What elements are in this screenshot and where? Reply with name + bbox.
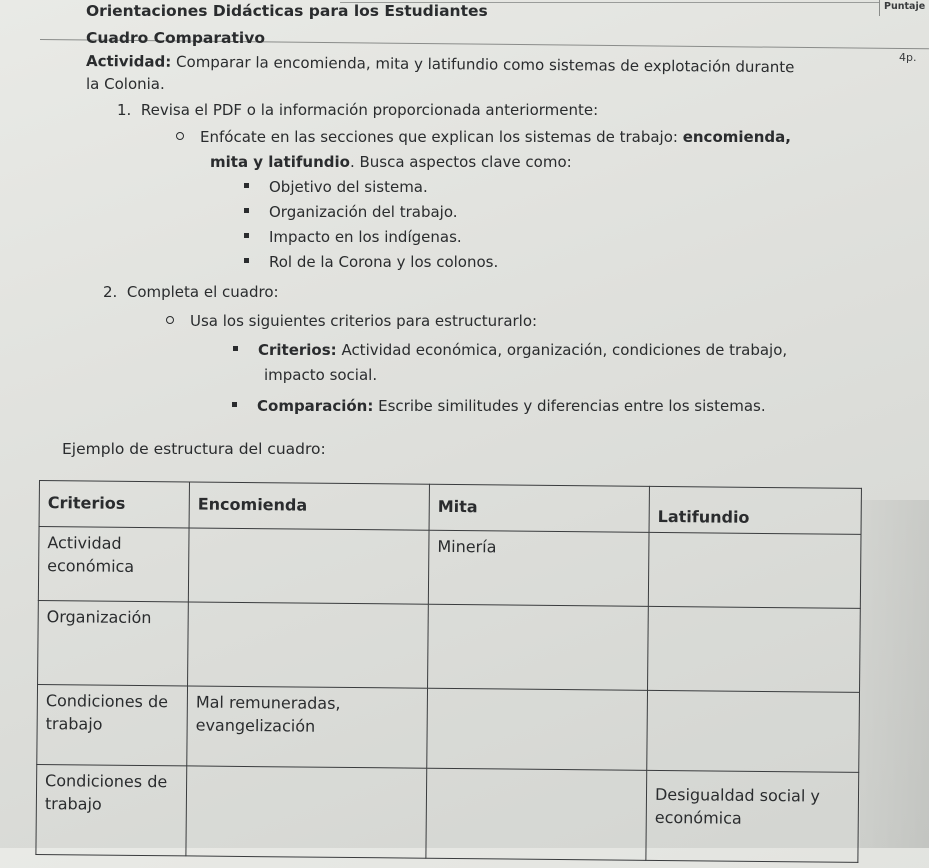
circle-bullet-icon <box>176 132 184 140</box>
table-cell <box>186 766 427 858</box>
step-2-text: Completa el cuadro: <box>126 283 279 301</box>
step-1-number: 1. <box>117 101 132 119</box>
score-value: 4p. <box>899 51 917 64</box>
table-header-cell: Encomienda <box>189 482 429 530</box>
comparison-table <box>35 480 861 868</box>
activity-line-1 <box>86 52 795 76</box>
step-1-sub-text-2: . Busca aspectos clave como: <box>349 153 572 171</box>
comparacion-text: Escribe similitudes y diferencias entre los sistemas. <box>373 397 766 415</box>
criterios-label: Criterios: <box>258 341 337 359</box>
table-header-row <box>39 481 861 535</box>
criterios-text-2: impacto social. <box>264 366 378 384</box>
step-1-sub-line-1 <box>176 128 791 146</box>
list-item-text: Organización del trabajo. <box>269 203 458 221</box>
table-cell <box>427 688 648 770</box>
list-item <box>244 253 498 271</box>
comparacion-label: Comparación: <box>257 397 374 415</box>
table-cell: Desigualdad social y económica <box>646 771 859 863</box>
square-bullet-icon <box>232 402 237 407</box>
square-bullet-icon <box>244 183 249 188</box>
table-cell: Minería <box>428 530 649 606</box>
comparacion-item <box>232 397 766 415</box>
page-edge-shadow <box>860 500 929 848</box>
step-2-sub-text: Usa los siguientes criterios para estructurarlo: <box>190 312 538 330</box>
table-cell: Organización <box>38 601 189 686</box>
table-row <box>37 685 860 773</box>
example-label: Ejemplo de estructura del cuadro: <box>62 440 326 458</box>
square-bullet-icon <box>244 258 249 263</box>
table-cell <box>648 533 861 609</box>
step-1-sub-line-2 <box>210 153 572 171</box>
activity-text-1: Comparar la encomienda, mita y latifundio como sistemas de explotación durante <box>171 52 795 77</box>
table-cell: Condiciones de trabajo <box>36 765 187 856</box>
table-header-cell: Latifundio <box>649 486 861 534</box>
list-item <box>244 178 428 196</box>
table-cell: Condiciones de trabajo <box>37 685 188 766</box>
step-2-sub-line <box>166 312 537 330</box>
list-item-text: Rol de la Corona y los colonos. <box>269 253 499 271</box>
criterios-text-1: Actividad económica, organización, condiciones de trabajo, <box>336 341 788 359</box>
table-cell <box>426 768 647 860</box>
table-cell <box>647 691 860 773</box>
table-cell: Mal remuneradas, evangelización <box>187 686 428 768</box>
criterios-item <box>233 341 787 359</box>
list-item-text: Impacto en los indígenas. <box>269 228 462 246</box>
step-1-sub-bold-1: encomienda, <box>682 128 791 146</box>
document-subtitle: Cuadro Comparativo <box>86 29 265 47</box>
circle-bullet-icon <box>166 316 174 324</box>
table-cell: Actividad económica <box>38 527 189 602</box>
step-1-sub-bold-2: mita y latifundio <box>210 153 350 171</box>
square-bullet-icon <box>233 346 238 351</box>
table-cell <box>428 604 649 690</box>
step-2-number: 2. <box>103 283 118 301</box>
step-2 <box>103 283 279 301</box>
header-score-divider <box>879 0 880 16</box>
step-1 <box>117 101 598 119</box>
activity-line-2: la Colonia. <box>86 75 165 93</box>
table-row <box>38 601 861 693</box>
list-item <box>244 203 458 221</box>
activity-label: Actividad: <box>85 52 172 71</box>
list-item-text: Objetivo del sistema. <box>269 178 428 196</box>
table-cell <box>648 607 861 693</box>
step-1-sub-text-1: Enfócate en las secciones que explican los sistemas de trabajo: <box>200 128 683 146</box>
step-1-text: Revisa el PDF o la información proporcionada anteriormente: <box>140 101 599 119</box>
table-row <box>38 527 861 609</box>
score-label: Puntaje <box>884 1 926 12</box>
table-header-cell: Mita <box>429 484 649 532</box>
table-cell <box>188 528 429 604</box>
square-bullet-icon <box>244 208 249 213</box>
table-header-cell: Criterios <box>39 481 189 529</box>
square-bullet-icon <box>244 233 249 238</box>
document-title: Orientaciones Didácticas para los Estudiantes <box>86 2 488 20</box>
list-item <box>244 228 462 246</box>
table-cell <box>188 602 429 688</box>
